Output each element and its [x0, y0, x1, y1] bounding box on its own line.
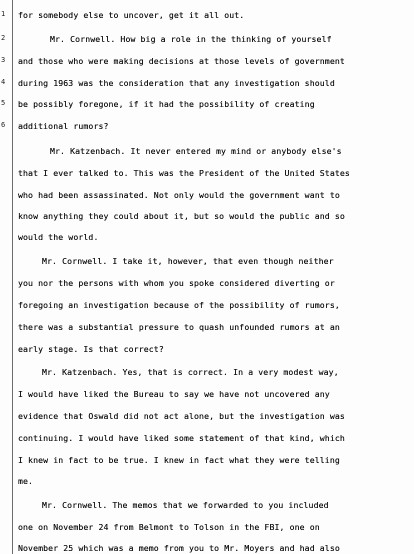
- transcript-line: be possibly foregone, if it had the possibility of creating: [18, 99, 315, 109]
- line-number: 1: [1, 10, 6, 18]
- transcript-line: Mr. Katzenbach. It never entered my mind or anybody else's: [50, 146, 342, 156]
- transcript-line: for somebody else to uncover, get it all out.: [18, 10, 245, 20]
- transcript-line: I would have liked the Bureau to say we have not uncovered any: [18, 389, 330, 399]
- line-number: 5: [1, 99, 6, 107]
- line-number: 4: [1, 78, 6, 86]
- transcript-line: Mr. Cornwell. The memos that we forwarded to you included: [42, 500, 329, 510]
- transcript-line: know anything they could about it, but so would the public and so: [18, 211, 345, 221]
- line-number-column: [0, 0, 12, 554]
- transcript-line: who had been assassinated. Not only would the government want to: [18, 190, 340, 200]
- transcript-line: that I ever talked to. This was the President of the United States: [18, 168, 350, 178]
- transcript-line: me.: [18, 476, 34, 486]
- transcript-line: additional rumors?: [18, 121, 109, 131]
- transcript-line: early stage. Is that correct?: [18, 344, 164, 354]
- transcript-line: continuing. I would have liked some statement of that kind, which: [18, 433, 345, 443]
- transcript-line: and those who were making decisions at those levels of government: [18, 56, 345, 66]
- transcript-line: Mr. Katzenbach. Yes, that is correct. In a very modest way,: [42, 367, 339, 377]
- transcript-body: [18, 0, 414, 554]
- transcript-line: would the world.: [18, 232, 99, 242]
- transcript-line: evidence that Oswald did not act alone, but the investigation was: [18, 411, 345, 421]
- line-number: 2: [1, 34, 6, 42]
- transcript-line: Mr. Cornwell. I take it, however, that even though neither: [42, 256, 334, 266]
- left-margin-rule: [12, 0, 13, 554]
- transcript-line: one on November 24 from Belmont to Tolson in the FBI, one on: [18, 522, 320, 532]
- line-number: 6: [1, 121, 6, 129]
- transcript-line: you nor the persons with whom you spoke considered diverting or: [18, 278, 335, 288]
- transcript-line: during 1963 was the consideration that any investigation should: [18, 78, 335, 88]
- transcript-line: I knew in fact to be true. I knew in fact what they were telling: [18, 455, 340, 465]
- line-number: 3: [1, 56, 6, 64]
- transcript-line: there was a substantial pressure to quash unfounded rumors at an: [18, 322, 340, 332]
- transcript-line: Mr. Cornwell. How big a role in the thinking of yourself: [50, 34, 332, 44]
- transcript-line: foregoing an investigation because of the possibility of rumors,: [18, 300, 340, 310]
- transcript-line: November 25 which was a memo from you to Mr. Moyers and had also: [18, 543, 340, 553]
